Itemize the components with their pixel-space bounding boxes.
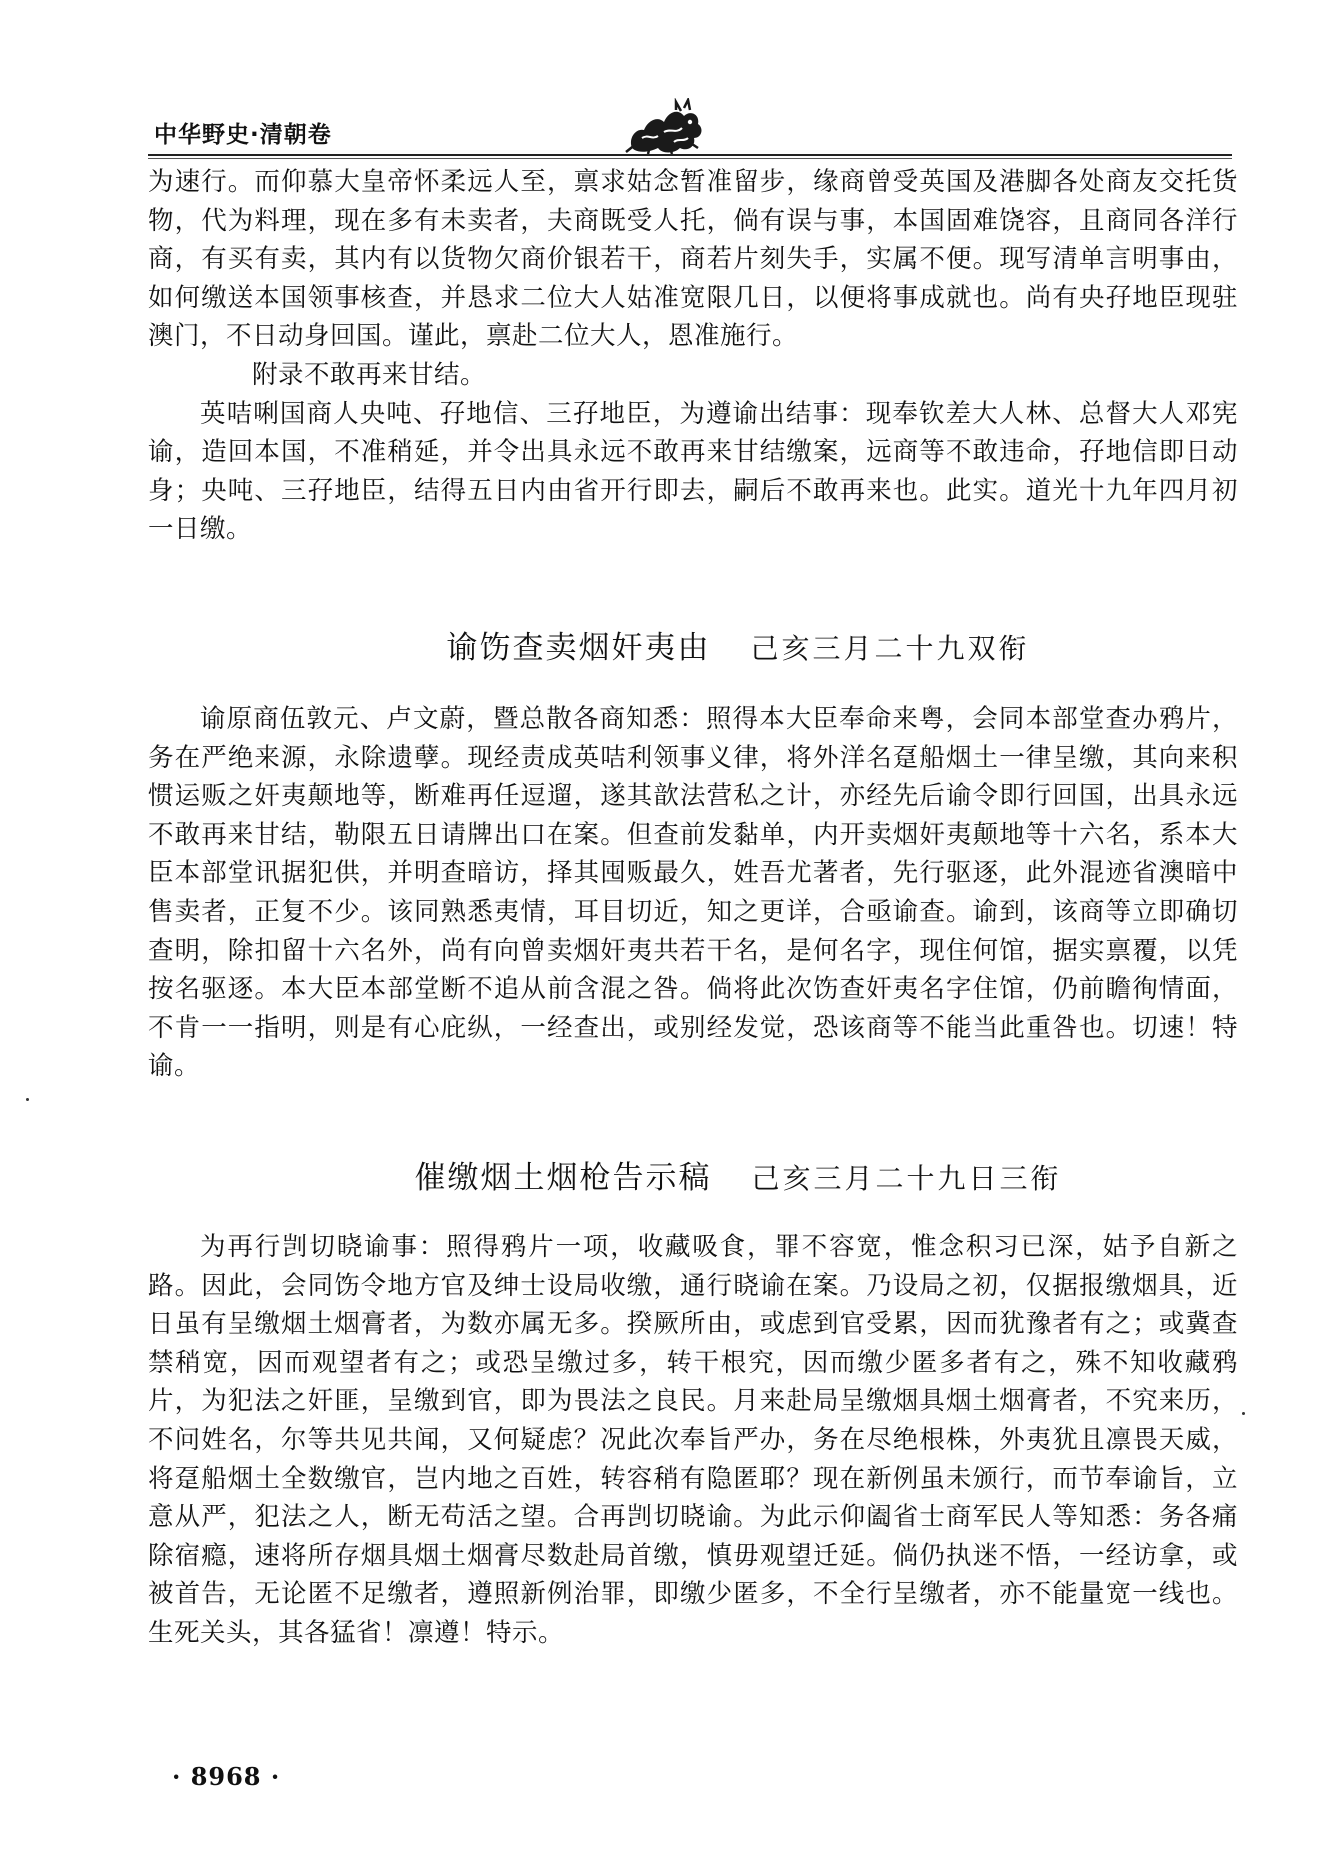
section-date: 己亥三月二十九双衔 xyxy=(750,632,1030,665)
paragraph: 英咭唎国商人央吨、孖地信、三孖地臣，为遵谕出结事：现奉钦差大人林、总督大人邓宪谕，造回本国，不准稍延，并令出具永远不敢再来甘结缴案，远商等不敢违命，孖地信即日动身；央吨、三孖地臣，结得五日内由省开行即去，嗣后不敢再来也。此实。道光十九年四月初一日缴。 xyxy=(148,398,1238,545)
section-date: 己亥三月二十九日三衔 xyxy=(751,1162,1062,1195)
running-header xyxy=(148,98,1232,158)
book-title: 中华野史·清朝卷 xyxy=(154,122,332,148)
appendix-note: 附录不敢再来甘结。 xyxy=(252,359,487,390)
header-rule xyxy=(148,154,1232,156)
section-title: 催缴烟土烟枪告示稿 xyxy=(414,1160,712,1196)
dragon-emblem-icon xyxy=(618,98,710,156)
paragraph: 谕原商伍敦元、卢文蔚，暨总散各商知悉：照得本大臣奉命来粤，会同本部堂查办鸦片，务在严绝来源，永除遗孽。现经责成英咭利领事义律，将外洋名趸船烟土一律呈缴，其向来积惯运贩之奸夷颠地等，断难再任逗遛，遂其歆法营私之计，亦经先后谕令即行回国，出具永远不敢再来甘结，勒限五日请牌出口在案。但查前发黏单，内开卖烟奸夷颠地等十六名，系本大臣本部堂讯据犯供，并明查暗访，择其囤贩最久，姓吾尤著者，先行驱逐，此外混迹省澳暗中售卖者，正复不少。该同熟悉夷情，耳目切近，知之更详，合亟谕查。谕到，该商等立即确切查明，除扣留十六名外，尚有向曾卖烟奸夷共若干名，是何名字，现住何馆，据实禀覆，以凭按名驱逐。本大臣本部堂断不追从前含混之咎。倘将此次饬查奸夷名字住馆，仍前瞻徇情面，不肯一一指明，则是有心庇纵，一经查出，或别经发觉，恐该商等不能当此重咎也。切速！特谕。 xyxy=(148,704,1238,1082)
text-block-2 xyxy=(148,700,1238,1086)
section-heading-1 xyxy=(196,622,1280,667)
page-number: · 8968 · xyxy=(172,1762,281,1791)
section-title: 谕饬查卖烟奸夷由 xyxy=(446,630,711,666)
scan-speck xyxy=(26,1098,29,1101)
header-rule-thin xyxy=(148,158,1232,159)
scan-speck xyxy=(1242,1412,1245,1415)
section-heading-2 xyxy=(196,1152,1280,1197)
text-block-1 xyxy=(148,163,1238,549)
paragraph: 为再行剀切晓谕事：照得鸦片一项，收藏吸食，罪不容宽，惟念积习已深，姑予自新之路。因此，会同饬令地方官及绅士设局收缴，通行晓谕在案。乃设局之初，仅据报缴烟具，近日虽有呈缴烟土烟膏者，为数亦属无多。揆厥所由，或虑到官受累，因而犹豫者有之；或冀查禁稍宽，因而观望者有之；或恐呈缴过多，转干根究，因而缴少匿多者有之，殊不知收藏鸦片，为犯法之奸匪，呈缴到官，即为畏法之良民。月来赴局呈缴烟具烟土烟膏者，不究来历，不问姓名，尔等共见共闻，又何疑虑？况此次奉旨严办，务在尽绝根株，外夷犹且凛畏天威，将趸船烟土全数缴官，岂内地之百姓，转容稍有隐匿耶？现在新例虽未颁行，而节奉谕旨，立意从严，犯法之人，断无苟活之望。合再剀切晓谕。为此示仰阖省士商军民人等知悉：务各痛除宿瘾，速将所存烟具烟土烟膏尽数赴局首缴，慎毋观望迁延。倘仍执迷不悟，一经访拿，或被首告，无论匿不足缴者，遵照新例治罪，即缴少匿多，不全行呈缴者，亦不能量宽一线也。生死关头，其各猛省！凛遵！特示。 xyxy=(148,1232,1238,1648)
paragraph: 为速行。而仰慕大皇帝怀柔远人至，禀求姑念暂准留步，缘商曾受英国及港脚各处商友交托货物，代为料理，现在多有未卖者，夫商既受人托，倘有误与事，本国固难饶容，且商同各洋行商，有买有卖，其内有以货物欠商价银若干，商若片刻失手，实属不便。现写清单言明事由，如何缴送本国领事核查，并恳求二位大人姑准宽限几日，以便将事成就也。尚有央孖地臣现驻澳门，不日动身回国。谨此，禀赴二位大人，恩准施行。 xyxy=(148,167,1238,352)
text-block-3 xyxy=(148,1228,1238,1653)
